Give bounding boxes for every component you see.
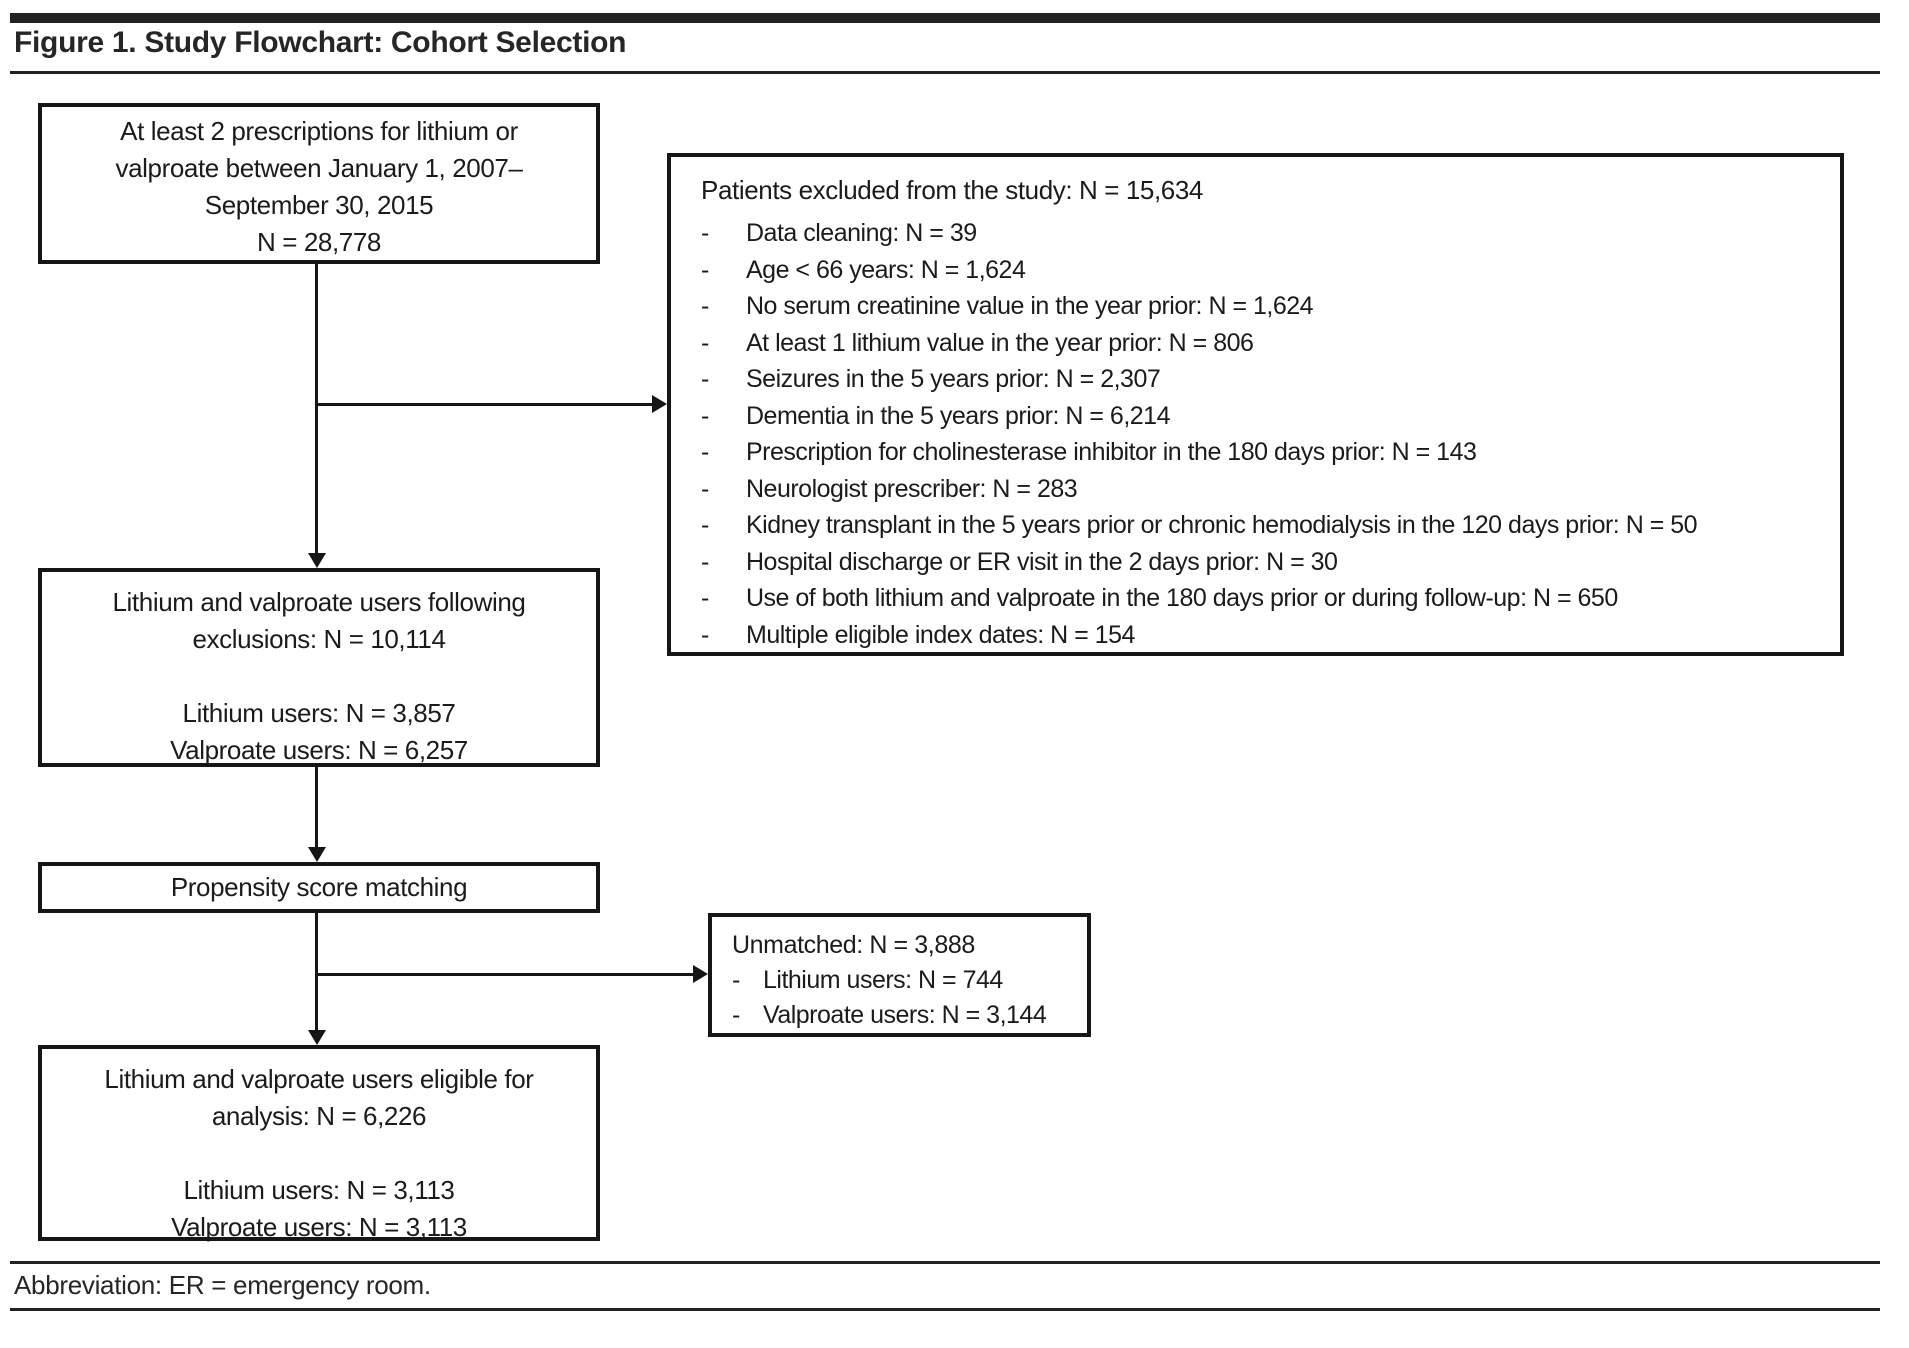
connector-line-following-to-propensity <box>315 767 318 849</box>
bullet-dash: - <box>701 620 709 649</box>
arrowhead-right-icon <box>652 395 667 413</box>
abbreviation-footnote: Abbreviation: ER = emergency room. <box>14 1270 431 1300</box>
bullet-dash: - <box>701 474 709 503</box>
box-text-line: Lithium users: N = 3,113 <box>183 1175 455 1205</box>
exclusion-item-text: Age < 66 years: N = 1,624 <box>746 255 1026 284</box>
connector-line-propensity-to-final <box>315 913 318 1031</box>
exclusion-item <box>701 215 1830 252</box>
bullet-dash: - <box>732 1001 740 1029</box>
unmatched-box <box>708 913 1091 1037</box>
final-analysis-box <box>38 1045 600 1241</box>
connector-line-initial-to-following <box>315 264 318 556</box>
bullet-dash: - <box>701 438 709 466</box>
bullet-dash: - <box>732 966 740 994</box>
exclusion-item-text: No serum creatinine value in the year prior: N = 1,624 <box>746 292 1314 320</box>
footnote-bottom-rule <box>10 1308 1880 1311</box>
exclusion-item <box>701 617 1830 654</box>
unmatched-item <box>732 963 1079 998</box>
footnote-top-rule <box>10 1261 1880 1264</box>
unmatched-item-text: Lithium users: N = 744 <box>763 966 1003 994</box>
box-text-line: analysis: N = 6,226 <box>211 1101 427 1131</box>
bullet-dash: - <box>701 219 709 247</box>
unmatched-item <box>732 998 1079 1033</box>
exclusion-item <box>701 325 1830 362</box>
box-text-line: Lithium users: N = 3,857 <box>182 698 456 728</box>
following-exclusions-box <box>38 568 600 767</box>
box-text-line: Valproate users: N = 6,257 <box>170 735 468 765</box>
exclusion-item-text: Data cleaning: N = 39 <box>746 219 977 247</box>
arrowhead-down-icon <box>308 553 326 568</box>
top-thick-rule <box>10 13 1880 23</box>
exclusion-item <box>701 361 1830 398</box>
exclusion-item <box>701 544 1830 581</box>
exclusion-item-text: Multiple eligible index dates: N = 154 <box>746 620 1135 649</box>
box-text-line: Propensity score matching <box>170 872 468 902</box>
exclusion-item-text: At least 1 lithium value in the year prior: N = 806 <box>746 328 1254 357</box>
bullet-dash: - <box>701 584 709 612</box>
exclusions-header: Patients excluded from the study: N = 15,634 <box>701 175 1203 205</box>
exclusion-item <box>701 580 1830 617</box>
figure-title: Figure 1. Study Flowchart: Cohort Selection <box>14 26 627 59</box>
unmatched-header: Unmatched: N = 3,888 <box>732 931 975 959</box>
connector-line-to-unmatched <box>317 973 693 976</box>
initial-cohort-box <box>38 103 600 264</box>
arrowhead-down-icon <box>308 1030 326 1045</box>
exclusion-item <box>701 288 1830 325</box>
exclusion-item <box>701 252 1830 289</box>
box-text-line: Lithium and valproate users eligible for <box>104 1064 534 1094</box>
box-text-line: valproate between January 1, 2007– <box>115 153 523 183</box>
box-text-line <box>42 1135 596 1172</box>
propensity-matching-box <box>38 862 600 913</box>
exclusion-item-text: Use of both lithium and valproate in the 180 days prior or during follow-up: N = 650 <box>746 584 1618 612</box>
exclusion-item <box>701 398 1830 435</box>
box-text-line <box>42 658 596 695</box>
box-text-line: At least 2 prescriptions for lithium or <box>120 116 518 146</box>
bullet-dash: - <box>701 255 709 284</box>
bullet-dash: - <box>701 547 709 576</box>
box-text-line: Valproate users: N = 3,113 <box>171 1212 467 1242</box>
exclusion-item-text: Kidney transplant in the 5 years prior or chronic hemodialysis in the 120 days prior: N = 50 <box>746 511 1698 539</box>
bullet-dash: - <box>701 511 709 539</box>
exclusion-item <box>701 434 1830 471</box>
exclusion-item-text: Neurologist prescriber: N = 283 <box>746 474 1078 503</box>
box-text-line: exclusions: N = 10,114 <box>192 624 446 654</box>
exclusion-item-text: Dementia in the 5 years prior: N = 6,214 <box>746 401 1170 430</box>
title-bottom-rule <box>10 71 1880 74</box>
box-text-line: Lithium and valproate users following <box>112 587 526 617</box>
box-text-line: September 30, 2015 <box>204 190 434 220</box>
bullet-dash: - <box>701 328 709 357</box>
exclusion-item-text: Prescription for cholinesterase inhibitor in the 180 days prior: N = 143 <box>746 438 1477 466</box>
bullet-dash: - <box>701 365 709 393</box>
bullet-dash: - <box>701 401 709 430</box>
bullet-dash: - <box>701 292 709 320</box>
arrowhead-right-icon <box>693 965 708 983</box>
exclusion-item-text: Seizures in the 5 years prior: N = 2,307 <box>746 365 1161 393</box>
exclusions-box <box>667 153 1844 656</box>
exclusion-item <box>701 507 1830 544</box>
exclusion-item-text: Hospital discharge or ER visit in the 2 days prior: N = 30 <box>746 547 1338 576</box>
exclusion-item <box>701 471 1830 508</box>
arrowhead-down-icon <box>308 847 326 862</box>
box-text-line: N = 28,778 <box>257 227 381 257</box>
unmatched-item-text: Valproate users: N = 3,144 <box>763 1001 1047 1029</box>
connector-line-to-exclusions <box>317 403 653 406</box>
